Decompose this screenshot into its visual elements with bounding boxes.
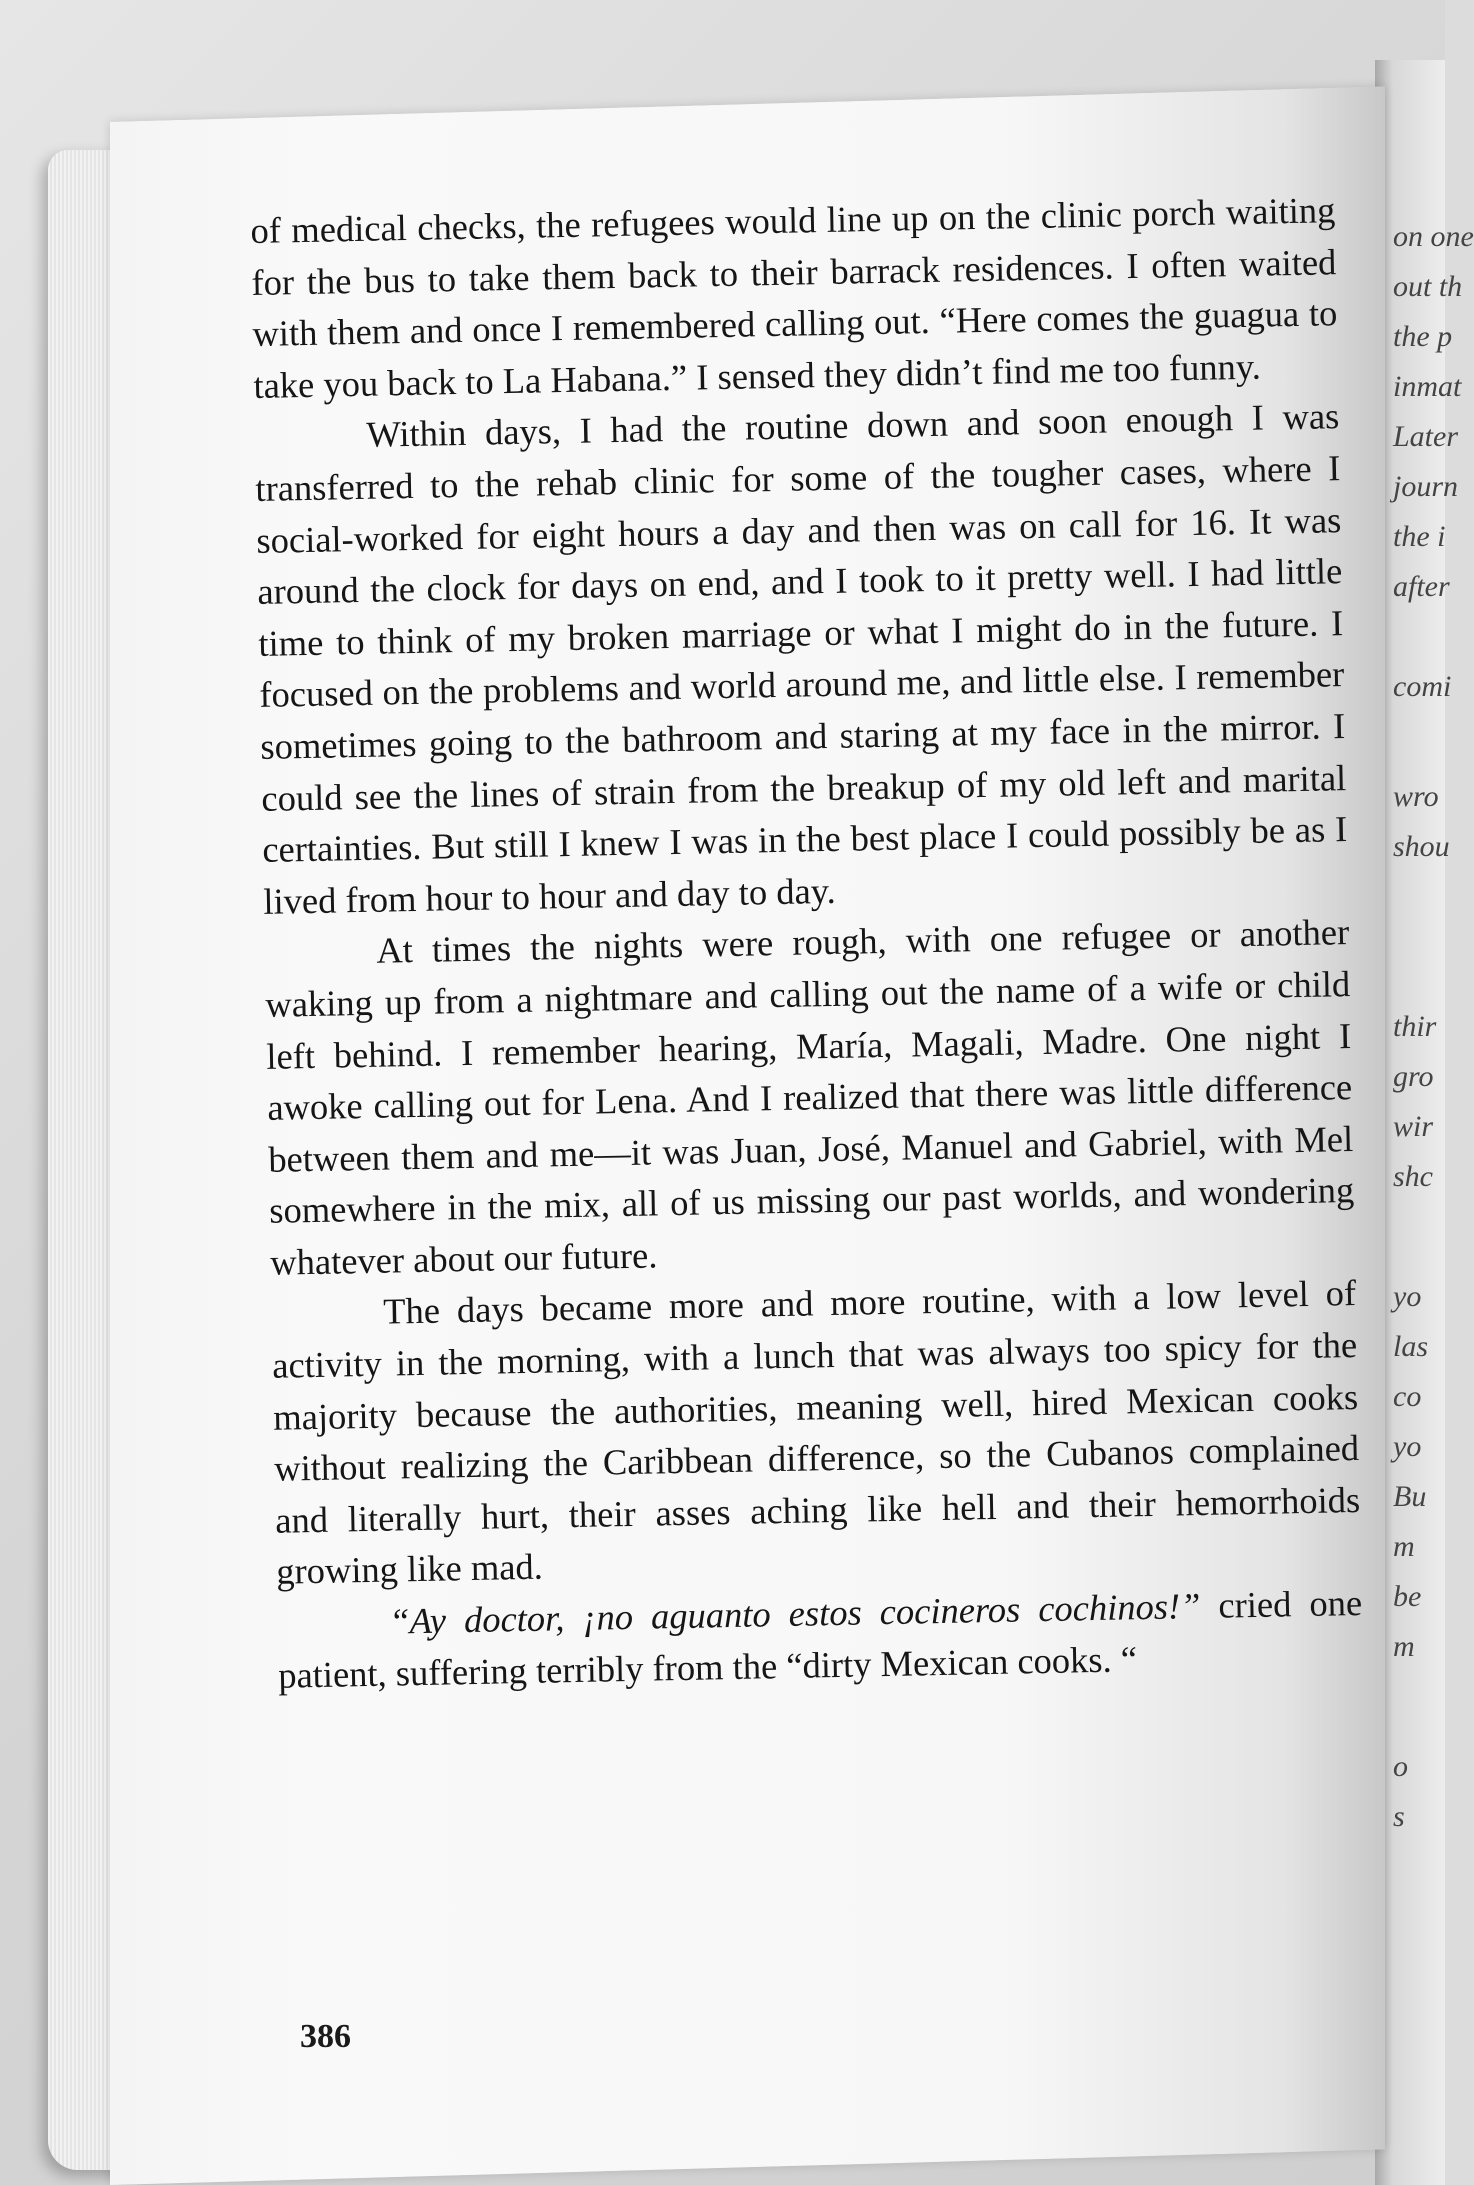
facing-page-fragment: s [1393, 1800, 1405, 1833]
facing-page-fragment: comi [1393, 670, 1452, 703]
facing-page-fragment: m [1393, 1530, 1415, 1563]
facing-page-fragment: Later [1393, 420, 1459, 453]
facing-page-fragment: yo [1393, 1280, 1422, 1313]
facing-page-fragment: m [1393, 1630, 1415, 1663]
facing-page-fragment: inmat [1393, 370, 1462, 403]
paragraph-1: of medical checks, the refugees would line up on the clinic porch waiting for the bus to take them back to their barrack residences. I often waited with them and once I remembered calling out. “Here comes the guagua to take you back to La Habana.” I sensed they didn’t find me too funny. [250, 189, 1338, 406]
facing-page-fragment: wro [1393, 780, 1439, 813]
facing-page-fragment: out th [1393, 270, 1463, 303]
facing-page-fragment: after [1393, 570, 1450, 603]
paragraph-4: The days became more and more routine, with a low level of activity in the morning, with a lunch that was always too spicy for the majority because the authorities, meaning well, hired Mexican cooks without realizing the Caribbean difference, so the Cubanos complained and literally hurt, their asses aching like hell and their hemorrhoids growing like mad. [271, 1272, 1361, 1593]
facing-page-fragment: co [1393, 1380, 1422, 1413]
paragraph-3: At times the nights were rough, with one refugee or another waking up from a nightmare and calling out the name of a wife or child left behind. I remember hearing, María, Magali, Madre. One night I awoke calling out for Lena. And I realized that there was little difference between them and me—it was Juan, José, Manuel and Gabriel, with Mel somewhere in the mix, all of us missing our past worlds, and wondering whatever about our future. [264, 911, 1355, 1283]
facing-page-fragment: o [1393, 1750, 1408, 1783]
page-number: 386 [300, 2018, 351, 2055]
facing-page-fragment: be [1393, 1580, 1422, 1613]
facing-page [1375, 60, 1474, 2185]
facing-page-fragment: the p [1393, 320, 1453, 353]
facing-page-fragment: las [1393, 1330, 1429, 1363]
facing-page-fragment: gro [1393, 1060, 1434, 1093]
facing-page-fragment: yo [1393, 1430, 1422, 1463]
paragraph-5 [277, 1577, 1364, 1701]
facing-page-fragment: shou [1393, 830, 1450, 863]
facing-page-fragment: journ [1393, 470, 1459, 503]
paragraph-5-rest: cried one patient, suffering terribly from the “dirty Mexican cooks. “ [277, 1581, 1363, 1696]
facing-page-fragment: on one [1393, 220, 1474, 253]
facing-page-fragment: Bu [1393, 1480, 1427, 1513]
facing-page-fragment: thir [1393, 1010, 1437, 1043]
paragraph-2: Within days, I had the routine down and soon enough I was transferred to the rehab clinic for some of the tougher cases, where I social-worked for eight hours a day and then was on call for 16. It was around the clock for days on end, and I took to it pretty well. I had little time to think of my broken marriage or what I might do in the future. I focused on the problems and world around me, and little else. I remember sometimes going to the bathroom and staring at my face in the mirror. I could see the lines of strain from the breakup of my old left and marital certainties. But still I knew I was in the best place I could possibly be as I lived from hour to hour and day to day. [255, 395, 1348, 922]
page-text [250, 184, 1364, 1701]
facing-page-fragment: shc [1393, 1160, 1433, 1193]
facing-page-fragment: the i [1393, 520, 1446, 553]
spanish-quote: “Ay doctor, ¡no aguanto estos cocineros cochinos!” [388, 1585, 1201, 1642]
facing-page-fragment: wir [1393, 1110, 1434, 1143]
